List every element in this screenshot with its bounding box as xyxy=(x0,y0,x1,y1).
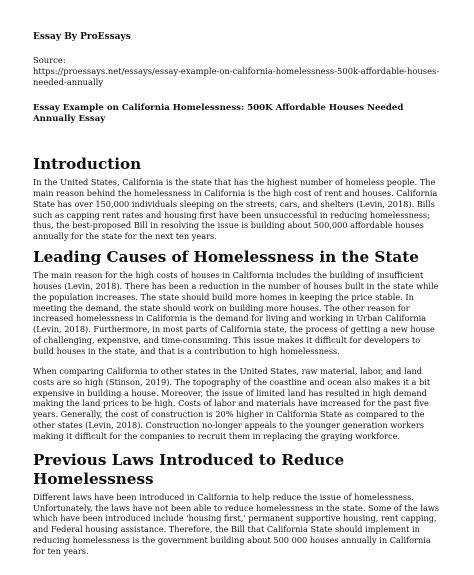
byline: Essay By ProEssays xyxy=(33,32,131,42)
source-url: https://proessays.net/essays/essay-example-on-california-homelessness-500k-affordable-houses-needed-annually xyxy=(33,66,440,87)
paragraph: When comparing California to other states in the United States, raw material, labor, and land costs are so high (Stinson, 2019). The topography of the coastline and ocean also makes it a bit expensive in building a house. Moreover, the issue of limited land has resulted in high demand making the land prices to be high. Costs of labor and materials have increased for the past five years. Generally, the cost of construction is 20% higher in California State as compared to the other states (Levin, 2018). Construction no-longer appeals to the younger generation workers making it difficult for the companies to recruit them in replacing the graying workforce. xyxy=(33,365,431,441)
source-label: Source: xyxy=(33,55,66,65)
section-heading: Previous Laws Introduced to Reduce Homelessness xyxy=(33,450,345,488)
section-leading-causes xyxy=(33,248,440,442)
section-previous-laws xyxy=(33,451,440,557)
paragraph: In the United States, California is the state that has the highest number of homeless people. The main reason behind the homelessness in California is the high cost of rent and houses. California State has over 150,000 individuals sleeping on the streets, cars, and shelters (Levin, 2018). Bills such as capping rent rates and housing first have been unsuccessful in reducing homelessness; thus, the best-proposed Bill in resolving the issue is building about 500,000 affordable houses annually for the state for the next ten years. xyxy=(33,177,438,242)
paragraph: Different laws have been introduced in California to help reduce the issue of homelessness. Unfortunately, the laws have not been able to reduce homelessness in the state. Some of the laws which have been introduced include 'housing first,' permanent supportive housing, rent capping, and Federal housing assistance. Therefore, the Bill that California State should implement in reducing homelessness is the government building about 500 000 houses annually in California for ten years. xyxy=(33,491,440,556)
section-heading: Leading Causes of Homelessness in the State xyxy=(33,248,419,267)
document-title: Essay Example on California Homelessness: 500K Affordable Houses Needed Annually Essay xyxy=(33,103,404,124)
section-heading: Introduction xyxy=(33,155,142,173)
paragraph: The main reason for the high costs of houses in California includes the building of insufficient houses (Levin, 2018). There has been a reduction in the number of houses built in the state while the population increases. The state should build more homes in keeping the price stable. In meeting the demand, the state should work on building more houses. The other reason for increased homelessness in California is the demand for living and working in Urban California (Levin, 2018). Furthermore, in most parts of California state, the process of getting a new house of challenging, expensive, and time-consuming. This issue makes it difficult for developers to build houses in the state, and that is a contribution to high homelessness. xyxy=(33,270,439,356)
section-introduction xyxy=(33,155,440,242)
